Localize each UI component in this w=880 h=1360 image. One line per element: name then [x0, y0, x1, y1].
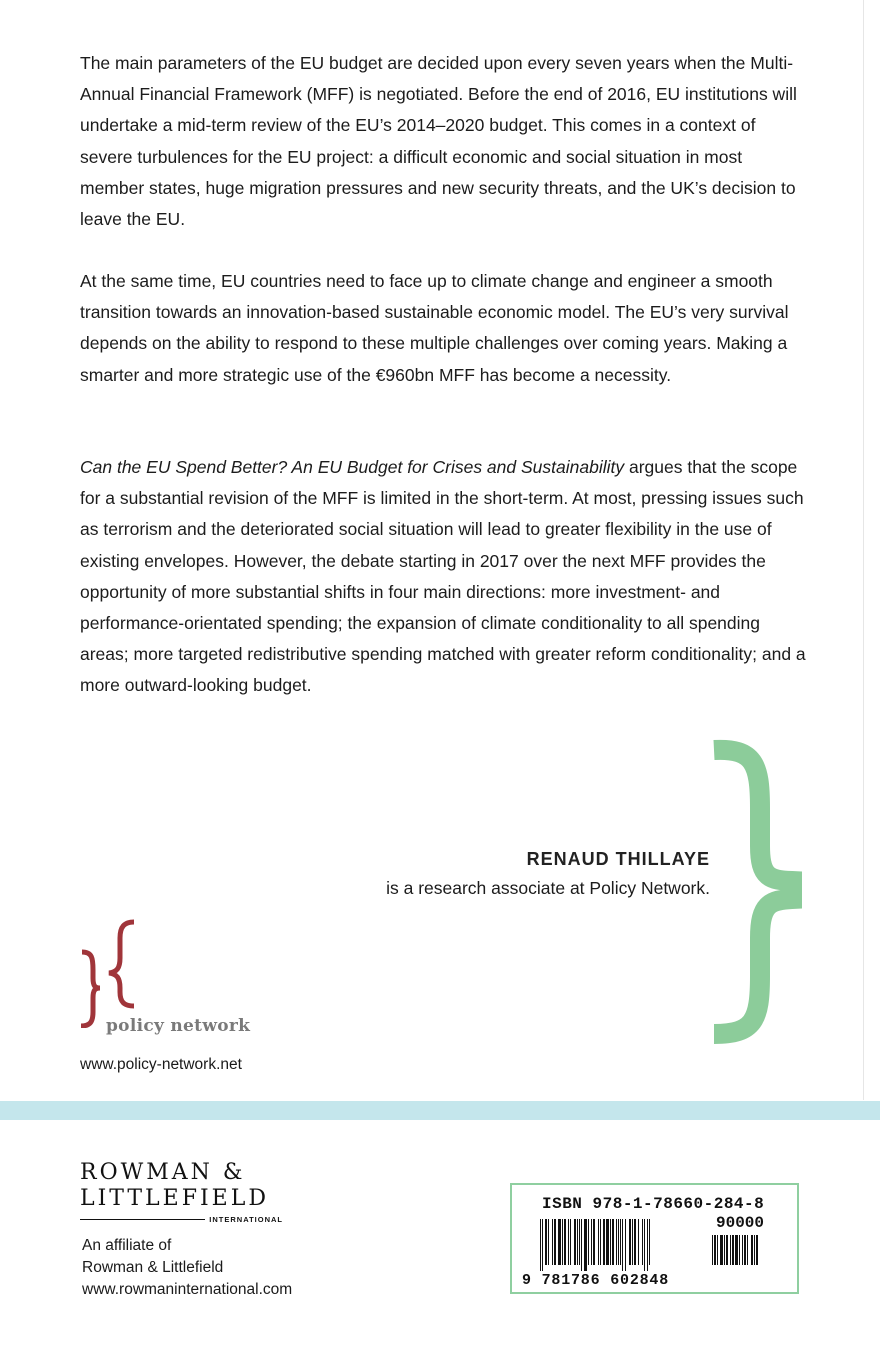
ean-barcode-icon [540, 1219, 700, 1271]
publisher-line2: LITTLEFIELD [80, 1186, 269, 1211]
price-code: 90000 [716, 1214, 765, 1232]
affiliate-line2: Rowman & Littlefield [82, 1259, 224, 1276]
blurb-paragraph-3 [80, 452, 808, 702]
blurb-paragraph-2: At the same time, EU countries need to face up to climate change and engineer a smooth transition towards an innovation-based sustainable economic model. The EU’s very survival depends on the ability to respond to these multiple challenges over coming years. Making a smarter and more strategic use of the €960bn MFF has become a necessity. [80, 271, 789, 385]
publisher-line1: ROWMAN & [80, 1160, 246, 1185]
barcode-box [510, 1183, 799, 1294]
book-title: Can the EU Spend Better? An EU Budget for Crises and Sustainability [80, 457, 625, 477]
rowman-littlefield-logo [80, 1160, 283, 1224]
addon-barcode-icon [712, 1235, 790, 1271]
author-bio: is a research associate at Policy Network. [386, 878, 710, 898]
large-green-brace-icon [708, 738, 808, 1048]
affiliate-url[interactable]: www.rowmaninternational.com [82, 1281, 293, 1298]
publisher-intl-row [80, 1215, 283, 1224]
page-edge-line [863, 0, 864, 1100]
divider-band [0, 1101, 880, 1120]
policy-network-url[interactable]: www.policy-network.net [80, 1056, 242, 1073]
publisher-rule [80, 1219, 205, 1220]
policy-network-logo-icon [78, 918, 138, 1028]
publisher-line3: INTERNATIONAL [209, 1215, 283, 1224]
blurb-paragraph-1: The main parameters of the EU budget are decided upon every seven years when the Multi-Annual Financial Framework (MFF) is negotiated. Before the end of 2016, EU institutions will undertake a mid-term review of the EU’s 2014–2020 budget. This comes in a context of severe turbulences for the EU project: a difficult economic and social situation in most member states, huge migration pressures and new security threats, and the UK’s decision to leave the EU. [80, 53, 797, 230]
affiliate-info [82, 1235, 292, 1301]
affiliate-line1: An affiliate of [82, 1237, 172, 1254]
author-block [386, 845, 710, 903]
isbn-text: ISBN 978-1-78660-284-8 [542, 1195, 765, 1213]
ean-digits: 9 781786 602848 [522, 1272, 670, 1289]
blurb-paragraph-3-text: argues that the scope for a substantial revision of the MFF is limited in the short-term. At most, pressing issues such as terrorism and the deteriorated social situation will lead to greater flexibility in the use of existing envelopes. However, the debate starting in 2017 over the next MFF provides the opportunity of more substantial shifts in four main directions: more investment- and performance-orientated spending; the expansion of climate conditionality to all spending areas; more targeted redistributive spending matched with greater reform conditionality; and a more outward-looking budget. [80, 457, 806, 696]
policy-network-name: policy network [106, 1016, 251, 1036]
author-name: RENAUD THILLAYE [526, 849, 710, 869]
